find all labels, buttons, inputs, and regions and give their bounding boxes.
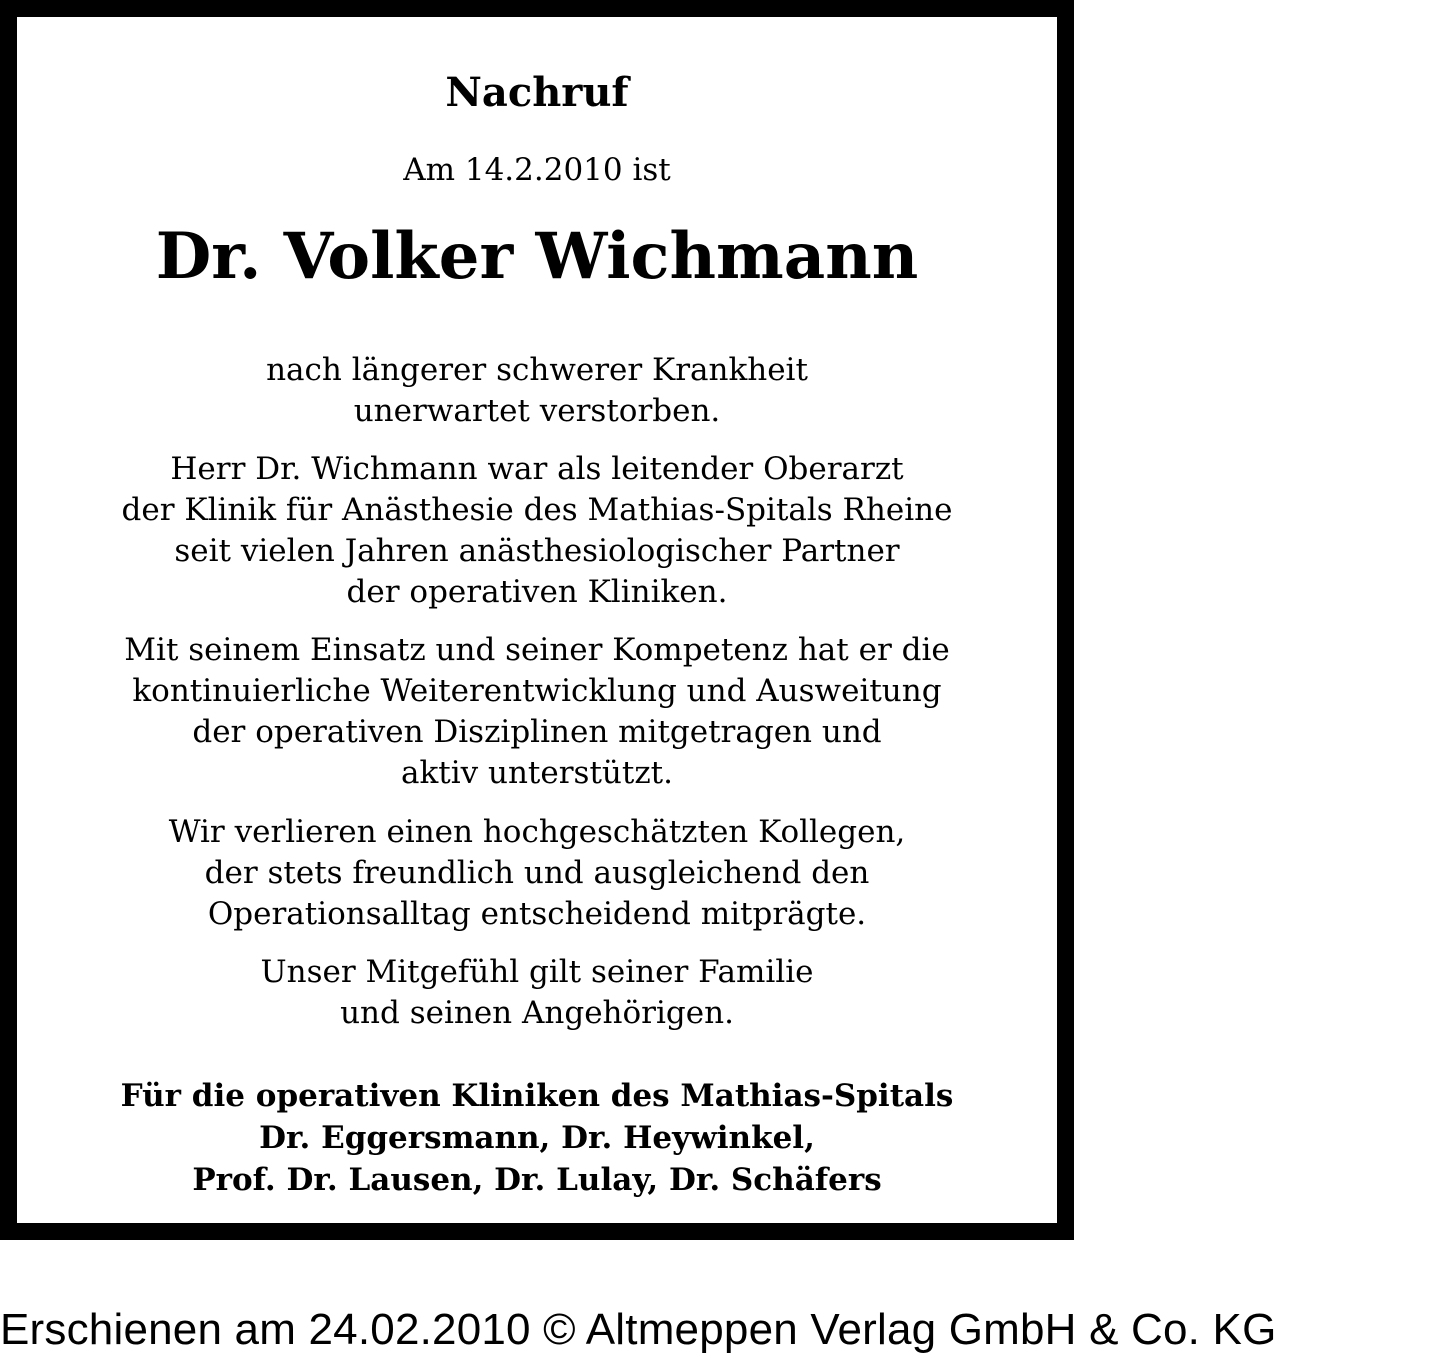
paragraph-colleague (17, 812, 1057, 935)
paragraph-line: aktiv unterstützt. (401, 755, 673, 791)
paragraph-line: Operationsalltag entscheidend mitprägte. (207, 896, 867, 932)
signatory-line: Für die operativen Kliniken des Mathias-Spitals (120, 1078, 954, 1114)
paragraph-illness (17, 350, 1057, 432)
signatory-line: Prof. Dr. Lausen, Dr. Lulay, Dr. Schäfers (192, 1162, 882, 1198)
paragraph-line: der stets freundlich und ausgleichend den (204, 855, 870, 891)
paragraph-contribution (17, 630, 1057, 794)
paragraph-line: nach längerer schwerer Krankheit (266, 352, 808, 388)
death-date-line: Am 14.2.2010 ist (403, 152, 671, 188)
signatories-block (17, 1075, 1057, 1201)
obituary-panel (17, 17, 1057, 1223)
publication-footer: Erschienen am 24.02.2010 © Altmeppen Verlag GmbH & Co. KG (0, 1305, 1277, 1354)
paragraph-line: der operativen Disziplinen mitgetragen und (192, 714, 882, 750)
paragraph-career (17, 449, 1057, 613)
deceased-name: Dr. Volker Wichmann (155, 219, 919, 294)
paragraph-line: kontinuierliche Weiterentwicklung und Ausweitung (132, 673, 942, 709)
paragraph-line: und seinen Angehörigen. (340, 995, 734, 1031)
signatory-line: Dr. Eggersmann, Dr. Heywinkel, (259, 1120, 815, 1156)
paragraph-line: der operativen Kliniken. (346, 574, 728, 610)
paragraph-line: Unser Mitgefühl gilt seiner Familie (260, 954, 814, 990)
paragraph-line: seit vielen Jahren anästhesiologischer Partner (174, 533, 900, 569)
obituary-title: Nachruf (445, 69, 629, 116)
paragraph-condolences (17, 952, 1057, 1034)
paragraph-line: Mit seinem Einsatz und seiner Kompetenz hat er die (124, 632, 950, 668)
paragraph-line: unerwartet verstorben. (353, 393, 721, 429)
paragraph-line: der Klinik für Anästhesie des Mathias-Spitals Rheine (121, 492, 953, 528)
paragraph-line: Herr Dr. Wichmann war als leitender Oberarzt (170, 451, 904, 487)
paragraph-line: Wir verlieren einen hochgeschätzten Kollegen, (168, 814, 906, 850)
